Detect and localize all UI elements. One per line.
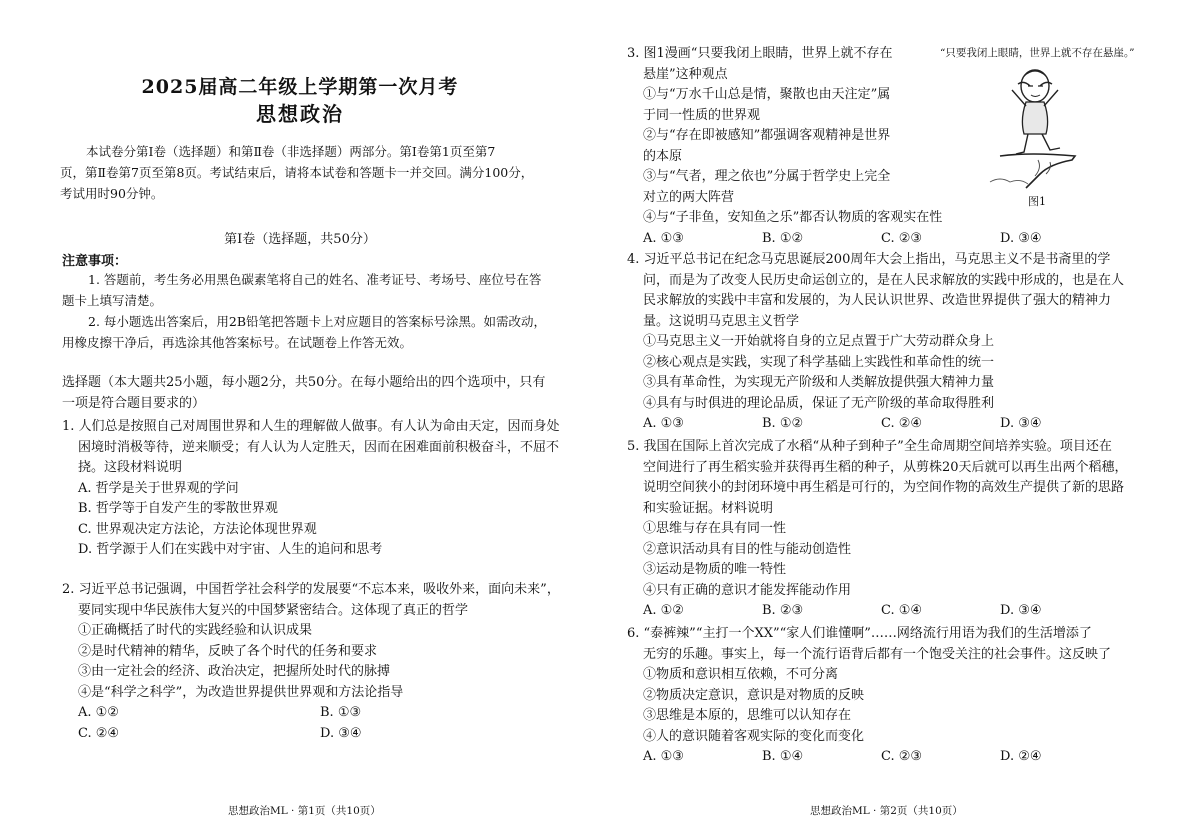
question-stem: 和实验证据。材料说明 (643, 500, 774, 516)
statement-item: ③具有革命性，为实现无产阶级和人类解放提供强大精神力量 (643, 375, 995, 390)
section-title-text: 第Ⅰ卷（选择题，共50分） (224, 232, 376, 247)
statement-item: ④人的意识随着客观实际的变化而变化 (643, 728, 865, 744)
figure-label: 图1 (1028, 195, 1046, 208)
cartoon-caption: “只要我闭上眼睛，世界上就不存在悬崖。” (940, 47, 1135, 59)
question-stem: 量。这说明马克思主义哲学 (643, 313, 800, 329)
intro-line: 本试卷分第Ⅰ卷（选择题）和第Ⅱ卷（非选择题）两部分。第Ⅰ卷第1页至第7 (86, 144, 496, 159)
question-stem: 悬崖”这种观点 (643, 66, 728, 82)
option-a: A. ①② (643, 603, 684, 618)
question-stem: 空间进行了再生稻实验并获得再生稻的种子，从剪株20天后就可以再生出两个稻穗， (643, 459, 1128, 475)
option-a: A. ①② (78, 705, 119, 720)
options-row (627, 229, 1042, 250)
notice-line: 题卡上填写清楚。 (62, 293, 163, 308)
statement-item: ①与“万水千山总是情，聚散也由天注定”属 (643, 87, 891, 102)
notice-block (62, 269, 582, 353)
notice-title: 注意事项： (62, 254, 128, 269)
option-d: D. ③④ (320, 725, 362, 741)
statement-item: ③运动是物质的唯一特性 (643, 562, 787, 577)
question-stem: 无穷的乐趣。事实上，每一个流行语背后都有一个饱受关注的社会事件。这反映了 (643, 646, 1112, 662)
option-b: B. 哲学等于自发产生的零散世界观 (78, 501, 278, 516)
option-d: D. ③④ (1000, 230, 1042, 246)
statement-item: ②意识活动具有目的性与能动创造性 (643, 541, 852, 557)
question-stem: 问，而是为了改变人民历史命运创立的，是在人民求解放的实践中形成的，也是在人 (643, 272, 1125, 288)
choice-header-line: 一项是符合题目要求的） (62, 395, 206, 411)
statement-item: ②与“存在即被感知”都强调客观精神是世界 (643, 128, 891, 143)
statement-item: ③与“气者，理之依也”分属于哲学史上完全 (643, 169, 891, 184)
option-c: C. 世界观决定方法论，方法论体现世界观 (78, 521, 317, 537)
option-d: D. 哲学源于人们在实践中对宇宙、人生的追问和思考 (78, 542, 383, 557)
question-stem: 6. “泰裤辣”“主打一个XX”“家人们谁懂啊”……网络流行用语为我们的生活增添了 (627, 626, 1092, 641)
question-stem: 1. 人们总是按照自己对周围世界和人生的理解做人做事。有人认为命由天定，因而身处 (62, 419, 560, 434)
statement-item: ②物质决定意识，意识是对物质的反映 (643, 687, 865, 703)
option-c: C. ②④ (78, 725, 120, 741)
intro-line: 考试用时90分钟。 (60, 186, 164, 201)
intro-paragraph (60, 141, 580, 204)
statement-item: ③思维是本原的，思维可以认知存在 (643, 708, 852, 723)
statement-item: ④是“科学之科学”，为改造世界提供世界观和方法论指导 (78, 684, 404, 700)
statement-item: ④与“子非鱼，安知鱼之乐”都否认物质的客观实在性 (643, 210, 943, 225)
question-stem: 2. 习近平总书记强调，中国哲学社会科学的发展要“不忘本来，吸收外来，面向未来”， (62, 582, 560, 597)
question-2 (62, 580, 560, 744)
choice-header-line: 选择题（本大题共25小题，每小题2分，共50分。在每小题给出的四个选项中，只有 (62, 375, 546, 390)
cartoon-illustration (980, 64, 1090, 189)
option-a: A. 哲学是关于世界观的学问 (78, 480, 239, 496)
statement-item-cont: 于同一性质的世界观 (643, 107, 761, 123)
question-5 (627, 437, 1128, 622)
option-b: B. ①② (762, 230, 804, 246)
statement-item: ③由一定社会的经济、政治决定，把握所处时代的脉搏 (78, 664, 391, 679)
statement-item: ①物质和意识相互依赖，不可分离 (643, 667, 839, 682)
option-b: B. ①② (762, 416, 804, 431)
statement-item: ①思维与存在具有同一性 (643, 521, 787, 536)
question-stem: 3. 图1漫画“只要我闭上眼睛，世界上就不存在 (627, 46, 893, 61)
statement-item: ④具有与时俱进的理论品质，保证了无产阶级的革命取得胜利 (643, 395, 995, 411)
question-stem: 挠。这段材料说明 (78, 460, 183, 475)
options-row (62, 724, 560, 745)
option-b: B. ①④ (762, 749, 804, 764)
option-b: B. ②③ (762, 603, 804, 618)
question-stem: 困境时消极等待，逆来顺受；有人认为人定胜天，因而在困难面前积极奋斗，不屈不 (78, 439, 560, 455)
statement-item: ②是时代精神的精华，反映了各个时代的任务和要求 (78, 643, 378, 659)
question-stem: 5. 我国在国际上首次完成了水稻“从种子到种子”全生命周期空间培养实验。项目还在 (627, 439, 1112, 454)
options-row (627, 601, 1128, 622)
options-row (62, 703, 560, 724)
question-6 (627, 624, 1111, 768)
option-c: C. ②③ (881, 230, 923, 246)
statement-item-cont: 对立的两大阵营 (643, 189, 735, 205)
notice-line: 2. 每小题选出答案后，用2B铅笔把答题卡上对应题目的答案标号涂黑。如需改动， (88, 314, 547, 329)
question-4 (627, 250, 1124, 435)
option-a: A. ①③ (643, 749, 684, 764)
statement-item: ①马克思主义一开始就将自身的立足点置于广大劳动群众身上 (643, 334, 995, 349)
question-stem: 民求解放的实践中丰富和发展的，为人民认识世界、改造世界提供了强大的精神力 (643, 293, 1112, 308)
option-c: C. ②③ (881, 749, 923, 764)
option-a: A. ①③ (643, 230, 684, 246)
notice-line: 1. 答题前，考生务必用黑色碳素笔将自己的姓名、准考证号、考场号、座位号在答 (88, 272, 542, 287)
options-row (627, 747, 1111, 768)
section-title (0, 228, 600, 247)
statement-item-cont: 的本原 (643, 148, 683, 164)
intro-line: 页，第Ⅱ卷第7页至第8页。考试结束后，请将本试卷和答题卡一并交回。满分100分， (60, 165, 534, 180)
exam-page-2 (600, 0, 1200, 826)
page-footer: 思想政治ML · 第1页（共10页） (228, 805, 381, 817)
choice-header (62, 373, 545, 414)
statement-item: ②核心观点是实践，实现了科学基础上实践性和革命性的统一 (643, 354, 995, 370)
option-b: B. ①③ (320, 705, 362, 720)
statement-item: ④只有正确的意识才能发挥能动作用 (643, 582, 852, 598)
option-d: D. ③④ (1000, 603, 1042, 618)
exam-subject: 思想政治 (256, 102, 344, 126)
options-row (627, 414, 1124, 435)
option-d: D. ③④ (1000, 416, 1042, 431)
page-footer: 思想政治ML · 第2页（共10页） (810, 805, 963, 817)
option-d: D. ②④ (1000, 749, 1042, 764)
option-c: C. ②④ (881, 416, 923, 431)
notice-line: 用橡皮擦干净后，再选涂其他答案标号。在试题卷上作答无效。 (62, 335, 413, 350)
exam-title: 2025届高二年级上学期第一次月考 (141, 76, 459, 98)
option-c: C. ①④ (881, 603, 923, 618)
statement-item: ①正确概括了时代的实践经验和认识成果 (78, 623, 313, 638)
question-stem: 说明空间狭小的封闭环境中再生稻是可行的，为空间作物的高效生产提供了新的思路 (643, 480, 1125, 495)
question-1 (62, 417, 560, 561)
option-a: A. ①③ (643, 416, 684, 431)
question-stem: 要同实现中华民族伟大复兴的中国梦紧密结合。这体现了真正的哲学 (78, 602, 469, 618)
question-stem: 4. 习近平总书记在纪念马克思诞辰200周年大会上指出，马克思主义不是书斋里的学 (627, 252, 1111, 267)
